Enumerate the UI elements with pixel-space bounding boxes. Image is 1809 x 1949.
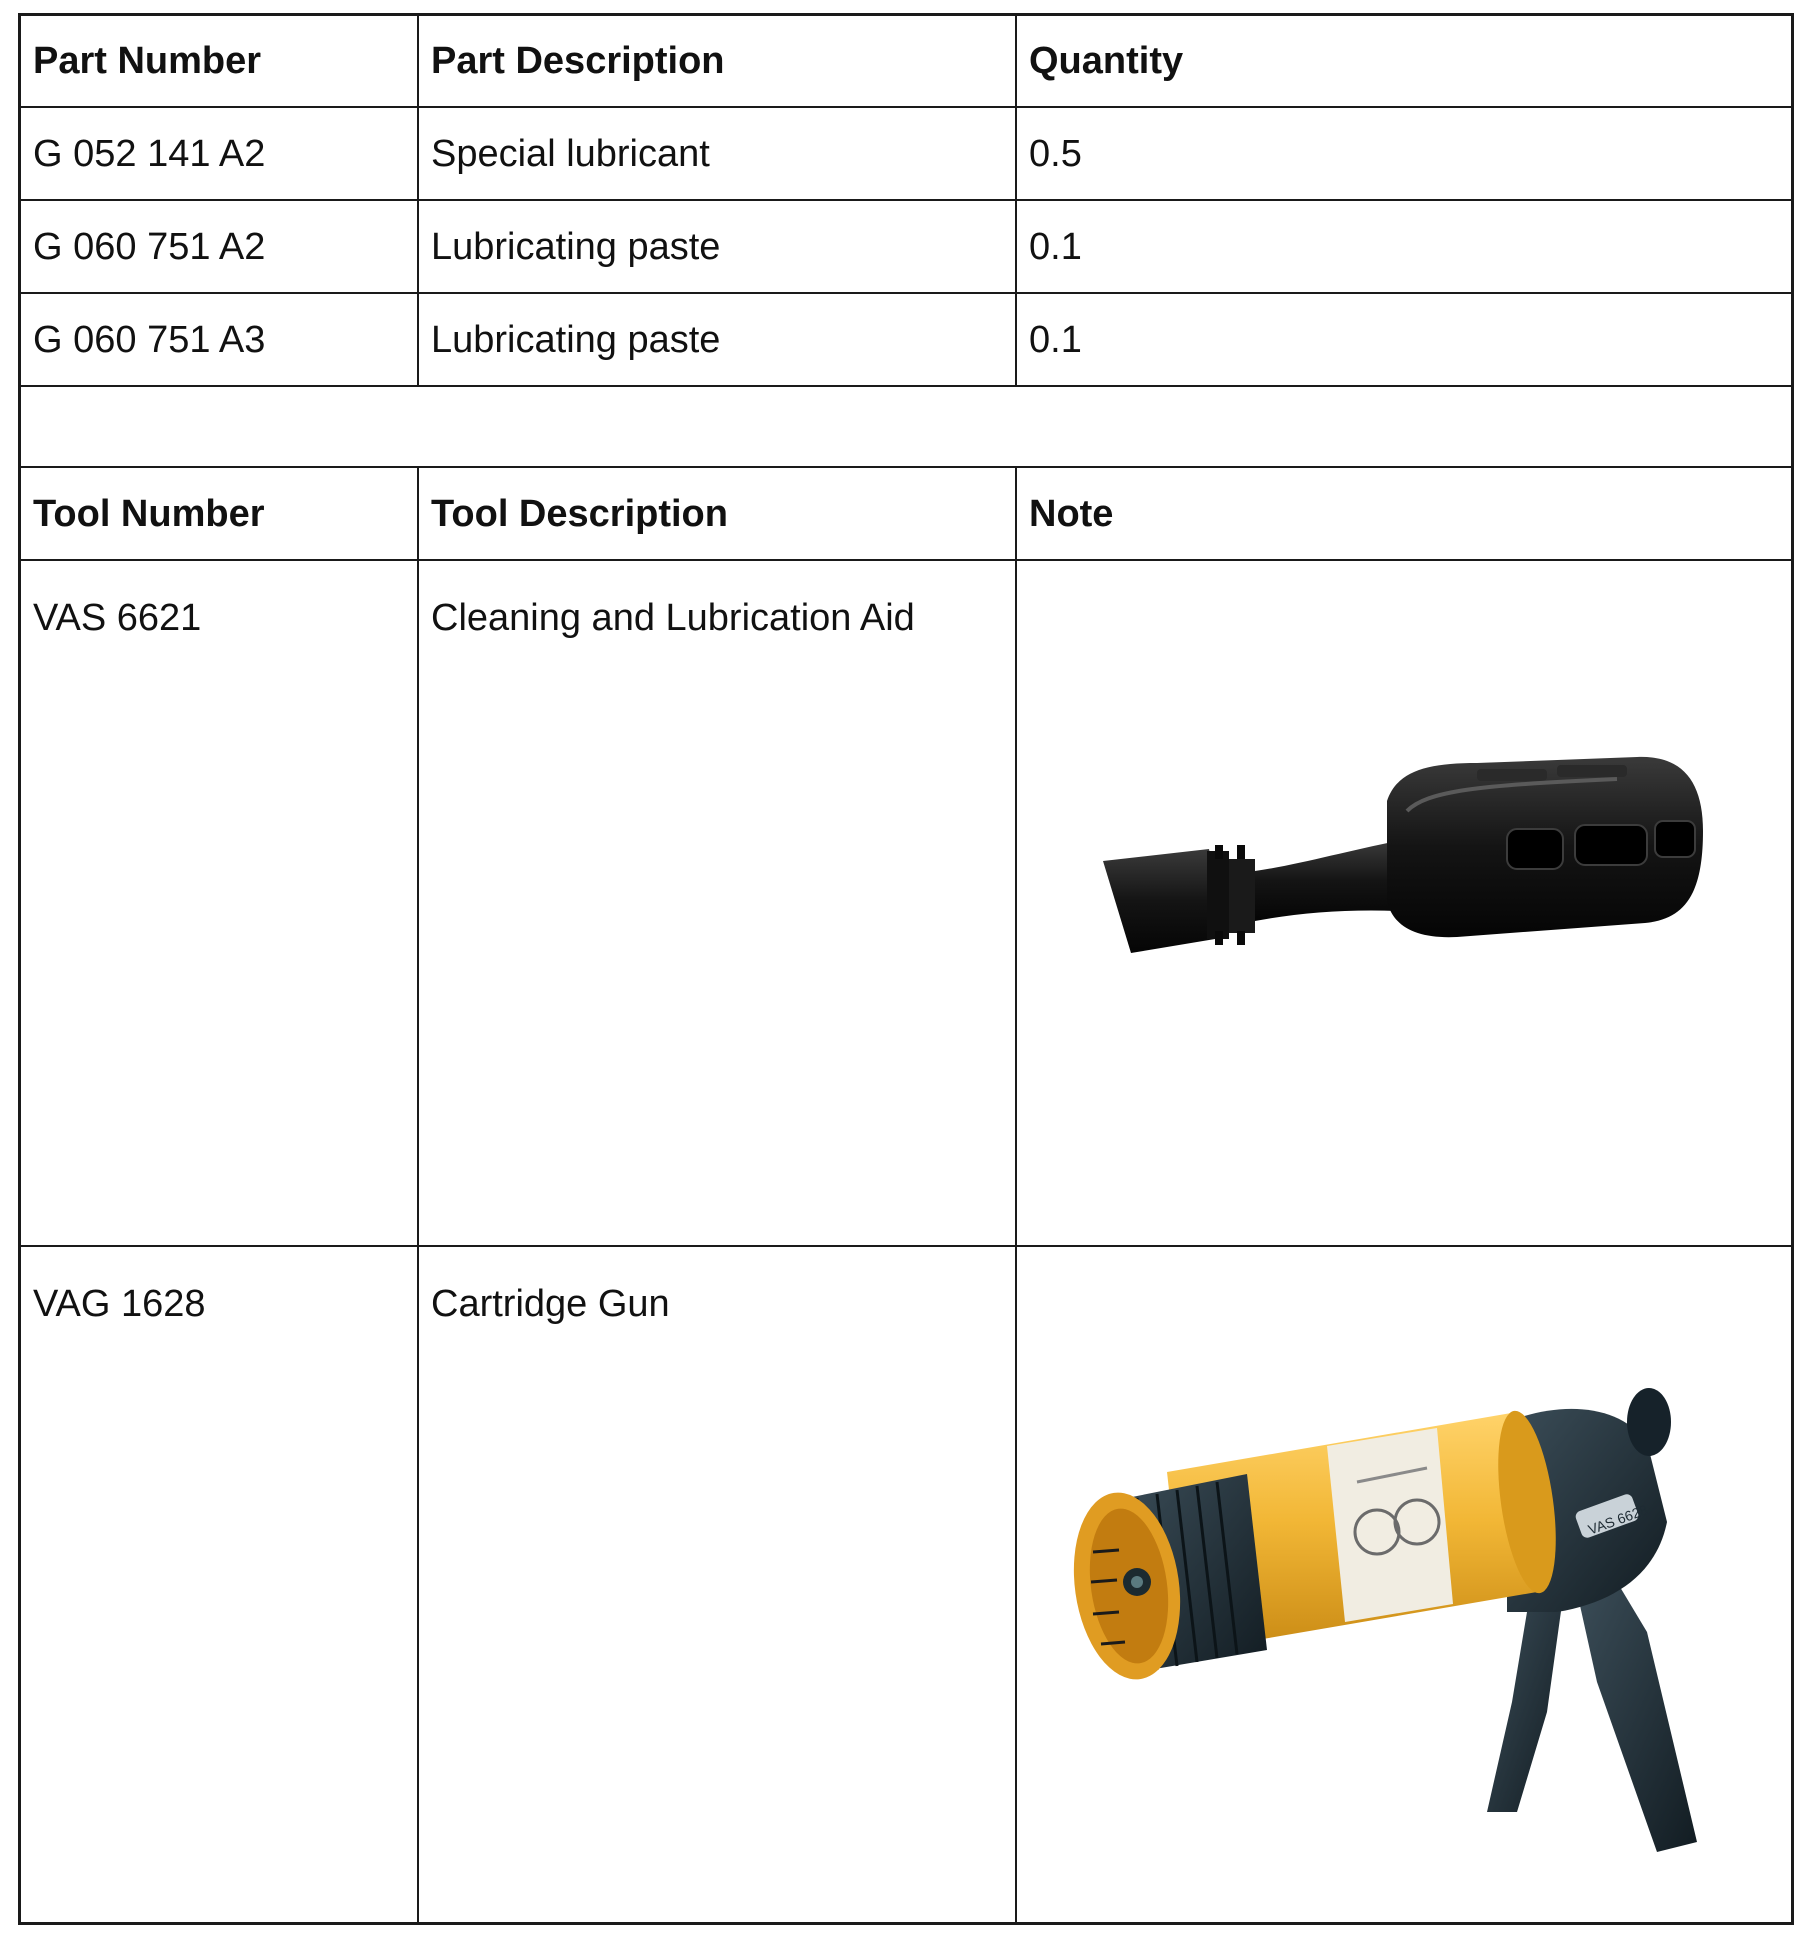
- table-row: [21, 201, 1791, 294]
- part-description-cell: Lubricating paste: [419, 294, 1017, 385]
- parts-and-tools-table: [18, 13, 1794, 1925]
- header-part-number: Part Number: [21, 16, 419, 106]
- table-row: [21, 1247, 1791, 1922]
- part-description-cell: Lubricating paste: [419, 201, 1017, 292]
- lubrication-aid-tool-image: [1097, 741, 1717, 1001]
- part-number-cell: G 052 141 A2: [21, 108, 419, 199]
- note-cell: [1017, 561, 1791, 1245]
- header-part-description: Part Description: [419, 16, 1017, 106]
- tool-description-cell: Cleaning and Lubrication Aid: [419, 561, 1017, 1245]
- tool-number-cell: VAS 6621: [21, 561, 419, 1245]
- tool-number-cell: VAG 1628: [21, 1247, 419, 1922]
- header-tool-description: Tool Description: [419, 468, 1017, 559]
- note-cell: [1017, 1247, 1791, 1922]
- part-number-cell: G 060 751 A3: [21, 294, 419, 385]
- quantity-cell: 0.5: [1029, 132, 1082, 175]
- table-row: [21, 561, 1791, 1247]
- quantity-cell: 0.1: [1029, 318, 1082, 361]
- header-tool-number: Tool Number: [21, 468, 419, 559]
- tool-description-cell: Cartridge Gun: [419, 1247, 1017, 1922]
- part-description-cell: Special lubricant: [419, 108, 1017, 199]
- tools-header-row: [21, 468, 1791, 561]
- spacer-row: [21, 387, 1791, 468]
- header-quantity: Quantity: [1029, 40, 1184, 82]
- table-row: [21, 294, 1791, 387]
- gun-label: VAS 6628: [1585, 1501, 1650, 1538]
- cartridge-gun-image: [1057, 1382, 1797, 1862]
- table-row: [21, 108, 1791, 201]
- header-note: Note: [1029, 492, 1114, 535]
- part-number-cell: G 060 751 A2: [21, 201, 419, 292]
- parts-header-row: [21, 16, 1791, 108]
- quantity-cell: 0.1: [1029, 225, 1082, 268]
